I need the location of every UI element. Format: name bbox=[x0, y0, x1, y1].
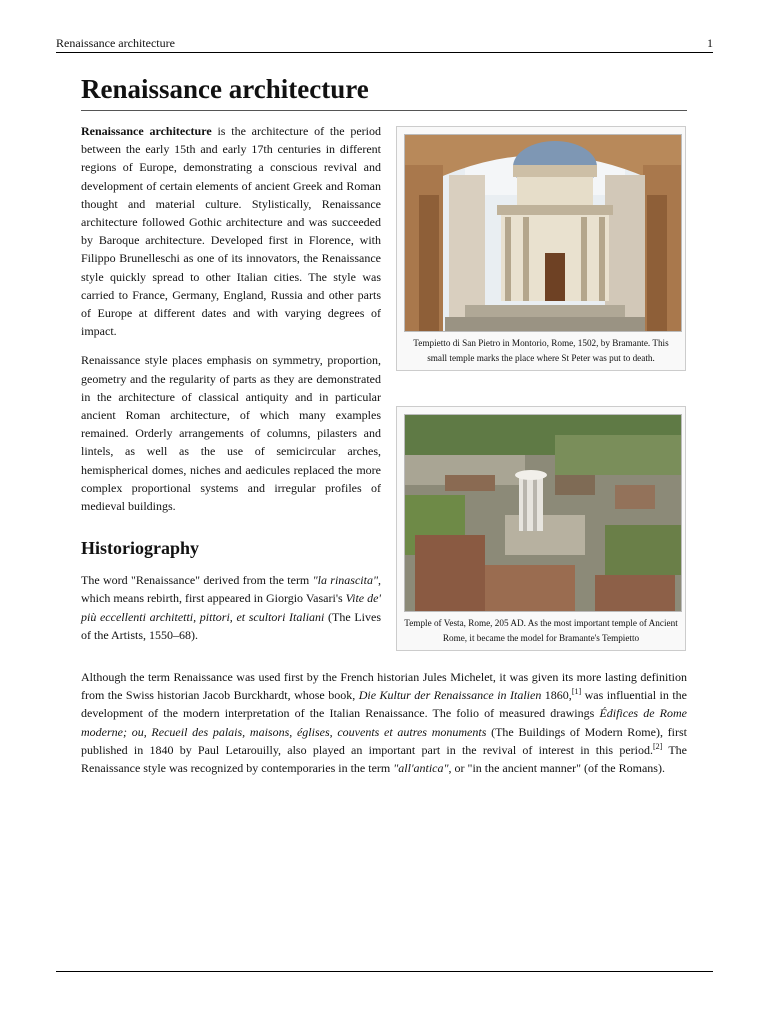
hist1-text-c: (The Lives of the Artists, 1550–68). bbox=[81, 609, 382, 642]
hist2-text-b: 1860, bbox=[541, 688, 572, 703]
hist2-text-a: Although the term Renaissance was used first by the French historian Jules Michelet, it was given its more lasting definition from the Swiss historian Jacob Burckhardt, whose book, bbox=[81, 670, 687, 703]
hist1-text-a: The word "Renaissance" derived from the term bbox=[81, 573, 313, 588]
article-title: Renaissance architecture bbox=[81, 72, 687, 111]
tempietto-photo bbox=[404, 134, 682, 332]
running-header bbox=[56, 34, 713, 53]
historiography-paragraph-1 bbox=[81, 571, 381, 644]
full-width-text bbox=[81, 668, 687, 777]
paragraph-2: Renaissance style places emphasis on symmetry, proportion, geometry and the regularity of parts as they are demonstrated in the architecture of classical antiquity and in particular ancient Roman architecture, of which many examples remained. Orderly arrangements of columns, pilasters and lintels, as well as the use of semicircular arches, hemispherical domes, niches and aedicules replaced the more complex proportional systems and irregular profiles of medieval buildings. bbox=[81, 353, 381, 514]
figure-tempietto bbox=[396, 126, 686, 371]
hist2-text-c: was influential in the development of the modern interpretation of the Italian Renaissance. The folio of measured drawings bbox=[81, 688, 687, 721]
hist2-text-d: (The Buildings of Modern Rome), first published in 1840 by Paul Letarouilly, also played an important part in the revival of interest in this period. bbox=[81, 724, 688, 757]
intro-text: is the architecture of the period between the early 15th and early 17th centuries in different regions of Europe, demonstrating a conscious revival and development of certain elements of ancient Greek and Roman thought and material culture. Stylistically, Renaissance architecture followed Gothic architecture and was succeeded by Baroque architecture. Developed first in Florence, with Filippo Brunelleschi as one of its innovators, the Renaissance style quickly spread to other Italian cities. The style was carried to France, Germany, England, Russia and other parts of Europe at different dates and with varying degrees of impact. bbox=[81, 124, 381, 339]
reference-1-link[interactable]: [1] bbox=[571, 687, 582, 697]
hist1-italic-rinascita: "la rinascita" bbox=[312, 573, 378, 588]
figure-caption-tempietto: Tempietto di San Pietro in Montorio, Rome, 1502, by Bramante. This small temple marks the place where St Peter was put to death. bbox=[413, 338, 669, 363]
footer-rule bbox=[56, 971, 713, 972]
hist2-italic-kultur: Die Kultur der Renaissance in Italien bbox=[358, 688, 542, 703]
temple-of-vesta-photo bbox=[404, 414, 682, 612]
section-heading: Historiography bbox=[81, 538, 200, 559]
hist1-text-b: , which means rebirth, first appeared in Giorgio Vasari's bbox=[81, 573, 381, 606]
hist1-italic-vite: Vite de' più eccellenti architetti, pittori, et scultori Italiani bbox=[81, 591, 381, 624]
hist2-italic-edifices: Édifices de Rome moderne; ou, Recueil des palais, maisons, églises, couvents et autres monuments bbox=[81, 706, 687, 739]
reference-2-link[interactable]: [2] bbox=[652, 741, 663, 751]
figure-caption-temple-vesta: Temple of Vesta, Rome, 205 AD. As the most important temple of Ancient Rome, it became the model for Bramante's Tempietto bbox=[404, 618, 678, 643]
page-number: 1 bbox=[707, 36, 713, 50]
hist2-italic-allantica: "all'antica" bbox=[393, 761, 449, 776]
historiography-paragraph-2 bbox=[81, 668, 687, 777]
running-title: Renaissance architecture bbox=[56, 36, 175, 50]
intro-bold-term: Renaissance architecture bbox=[81, 124, 212, 138]
hist2-text-e: The Renaissance style was recognized by contemporaries in the term bbox=[81, 742, 687, 776]
left-column bbox=[81, 122, 381, 655]
intro-paragraph bbox=[81, 122, 381, 340]
figure-temple-vesta bbox=[396, 406, 686, 651]
hist2-text-f: , or "in the ancient manner" (of the Romans). bbox=[448, 761, 665, 776]
